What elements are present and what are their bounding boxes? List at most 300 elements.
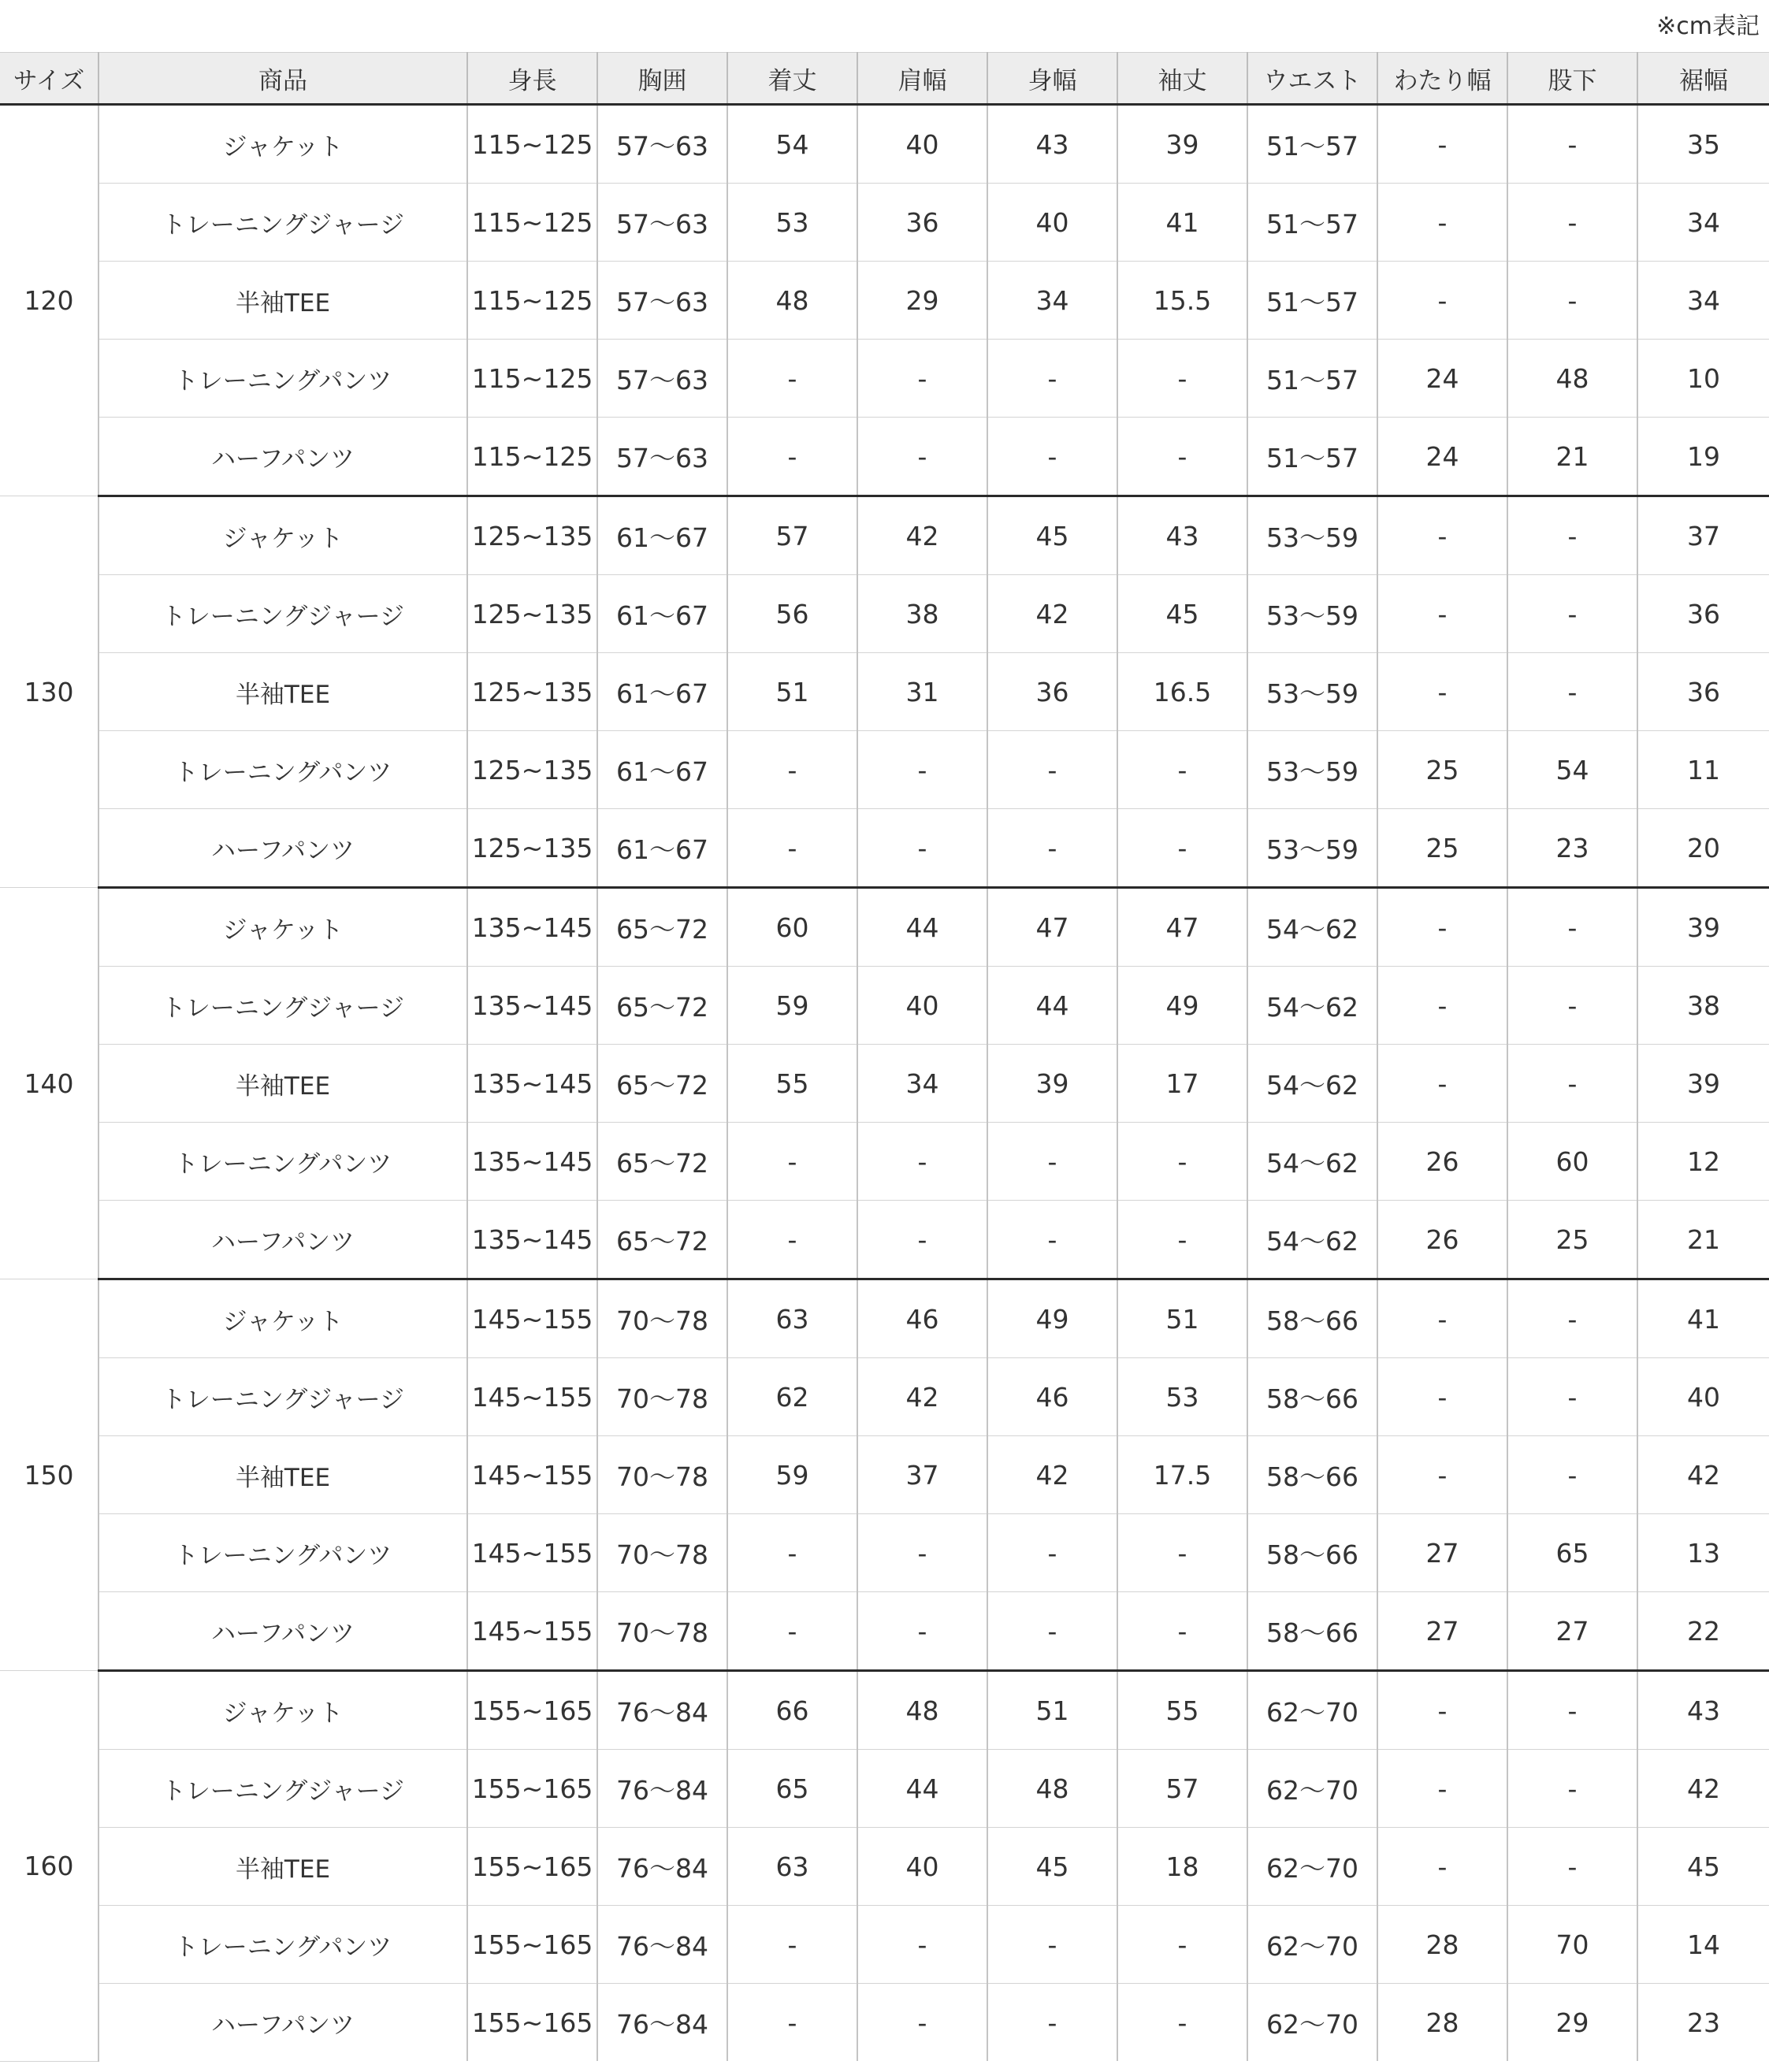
measurement-cell: - — [1117, 418, 1247, 496]
measurement-cell: 14 — [1637, 1906, 1769, 1984]
measurement-cell: 70～78 — [597, 1592, 727, 1671]
measurement-cell: 54 — [1507, 731, 1637, 809]
measurement-cell: 26 — [1377, 1123, 1507, 1201]
measurement-cell: 45 — [1637, 1828, 1769, 1906]
measurement-cell: 27 — [1377, 1514, 1507, 1592]
measurement-cell: 42 — [857, 496, 987, 575]
measurement-cell: 40 — [1637, 1358, 1769, 1436]
measurement-cell: 125~135 — [467, 731, 597, 809]
measurement-cell: 43 — [1117, 496, 1247, 575]
measurement-cell: - — [1507, 496, 1637, 575]
measurement-cell: 57 — [727, 496, 857, 575]
measurement-cell: 36 — [1637, 653, 1769, 731]
table-row — [0, 496, 1769, 575]
measurement-cell: 62～70 — [1247, 1828, 1377, 1906]
measurement-cell: - — [987, 1201, 1117, 1279]
measurement-cell: 57～63 — [597, 262, 727, 340]
measurement-cell: 42 — [1637, 1436, 1769, 1514]
measurement-cell: 41 — [1637, 1279, 1769, 1358]
header-sleeve: 袖丈 — [1117, 53, 1247, 105]
measurement-cell: 53 — [1117, 1358, 1247, 1436]
measurement-cell: 155~165 — [467, 1750, 597, 1828]
measurement-cell: 70～78 — [597, 1514, 727, 1592]
measurement-cell: - — [857, 809, 987, 888]
measurement-cell: - — [857, 731, 987, 809]
table-row — [0, 809, 1769, 888]
table-row — [0, 184, 1769, 262]
measurement-cell: 70～78 — [597, 1358, 727, 1436]
measurement-cell: - — [1507, 1279, 1637, 1358]
measurement-cell: 29 — [1507, 1984, 1637, 2062]
measurement-cell: 17 — [1117, 1045, 1247, 1123]
measurement-cell: 34 — [857, 1045, 987, 1123]
measurement-cell: 40 — [857, 967, 987, 1045]
measurement-cell: 57～63 — [597, 105, 727, 184]
measurement-cell: 115~125 — [467, 184, 597, 262]
measurement-cell: 47 — [1117, 888, 1247, 967]
table-row — [0, 653, 1769, 731]
measurement-cell: - — [1117, 1514, 1247, 1592]
product-cell: トレーニングジャージ — [98, 184, 467, 262]
measurement-cell: 39 — [987, 1045, 1117, 1123]
measurement-cell: 70～78 — [597, 1436, 727, 1514]
measurement-cell: 63 — [727, 1279, 857, 1358]
size-cell: 120 — [0, 105, 98, 496]
measurement-cell: 15.5 — [1117, 262, 1247, 340]
measurement-cell: 39 — [1637, 1045, 1769, 1123]
measurement-cell: 45 — [1117, 575, 1247, 653]
measurement-cell: 76～84 — [597, 1906, 727, 1984]
measurement-cell: 155~165 — [467, 1984, 597, 2062]
measurement-cell: 38 — [857, 575, 987, 653]
measurement-cell: 53～59 — [1247, 731, 1377, 809]
measurement-cell: - — [1117, 731, 1247, 809]
measurement-cell: - — [1117, 340, 1247, 418]
measurement-cell: - — [857, 1123, 987, 1201]
product-cell: ジャケット — [98, 496, 467, 575]
header-hem: 裾幅 — [1637, 53, 1769, 105]
header-height: 身長 — [467, 53, 597, 105]
header-row — [0, 53, 1769, 105]
measurement-cell: 115~125 — [467, 418, 597, 496]
measurement-cell: 46 — [857, 1279, 987, 1358]
measurement-cell: 53～59 — [1247, 575, 1377, 653]
measurement-cell: 48 — [857, 1671, 987, 1750]
measurement-cell: 34 — [987, 262, 1117, 340]
measurement-cell: 51 — [727, 653, 857, 731]
measurement-cell: 28 — [1377, 1984, 1507, 2062]
measurement-cell: 145~155 — [467, 1514, 597, 1592]
measurement-cell: 58～66 — [1247, 1436, 1377, 1514]
measurement-cell: 21 — [1637, 1201, 1769, 1279]
measurement-cell: 41 — [1117, 184, 1247, 262]
measurement-cell: 40 — [987, 184, 1117, 262]
measurement-cell: 135~145 — [467, 1201, 597, 1279]
measurement-cell: 25 — [1377, 809, 1507, 888]
measurement-cell: 115~125 — [467, 105, 597, 184]
measurement-cell: - — [727, 1514, 857, 1592]
table-row — [0, 1279, 1769, 1358]
measurement-cell: 42 — [987, 575, 1117, 653]
table-row — [0, 1201, 1769, 1279]
measurement-cell: 57 — [1117, 1750, 1247, 1828]
header-size: サイズ — [0, 53, 98, 105]
header-product: 商品 — [98, 53, 467, 105]
measurement-cell: 53 — [727, 184, 857, 262]
table-row — [0, 1358, 1769, 1436]
table-row — [0, 340, 1769, 418]
header-shoulder: 肩幅 — [857, 53, 987, 105]
measurement-cell: 61～67 — [597, 496, 727, 575]
measurement-cell: - — [987, 731, 1117, 809]
measurement-cell: - — [987, 809, 1117, 888]
measurement-cell: - — [857, 340, 987, 418]
measurement-cell: 145~155 — [467, 1592, 597, 1671]
measurement-cell: 54～62 — [1247, 888, 1377, 967]
table-row — [0, 575, 1769, 653]
product-cell: トレーニングジャージ — [98, 967, 467, 1045]
measurement-cell: - — [727, 809, 857, 888]
table-row — [0, 1750, 1769, 1828]
measurement-cell: 65 — [1507, 1514, 1637, 1592]
measurement-cell: 59 — [727, 1436, 857, 1514]
measurement-cell: 61～67 — [597, 809, 727, 888]
table-row — [0, 1906, 1769, 1984]
measurement-cell: 27 — [1507, 1592, 1637, 1671]
table-row — [0, 888, 1769, 967]
header-chest: 胸囲 — [597, 53, 727, 105]
measurement-cell: 135~145 — [467, 1045, 597, 1123]
measurement-cell: - — [987, 340, 1117, 418]
measurement-cell: 36 — [987, 653, 1117, 731]
measurement-cell: 58～66 — [1247, 1279, 1377, 1358]
measurement-cell: - — [1377, 1045, 1507, 1123]
measurement-cell: - — [1117, 1123, 1247, 1201]
measurement-cell: - — [1377, 1828, 1507, 1906]
measurement-cell: - — [727, 1906, 857, 1984]
measurement-cell: 27 — [1377, 1592, 1507, 1671]
measurement-cell: 155~165 — [467, 1906, 597, 1984]
size-cell: 140 — [0, 888, 98, 1279]
measurement-cell: - — [1507, 1828, 1637, 1906]
measurement-cell: 43 — [1637, 1671, 1769, 1750]
measurement-cell: - — [987, 1906, 1117, 1984]
measurement-cell: 76～84 — [597, 1984, 727, 2062]
measurement-cell: - — [857, 1984, 987, 2062]
measurement-cell: 135~145 — [467, 967, 597, 1045]
measurement-cell: 29 — [857, 262, 987, 340]
product-cell: トレーニングパンツ — [98, 1514, 467, 1592]
measurement-cell: 62～70 — [1247, 1984, 1377, 2062]
product-cell: 半袖TEE — [98, 1828, 467, 1906]
measurement-cell: 23 — [1507, 809, 1637, 888]
measurement-cell: 20 — [1637, 809, 1769, 888]
measurement-cell: 42 — [1637, 1750, 1769, 1828]
measurement-cell: 55 — [1117, 1671, 1247, 1750]
measurement-cell: 76～84 — [597, 1828, 727, 1906]
measurement-cell: - — [1117, 809, 1247, 888]
measurement-cell: 44 — [857, 1750, 987, 1828]
measurement-cell: - — [1377, 184, 1507, 262]
product-cell: 半袖TEE — [98, 262, 467, 340]
measurement-cell: - — [987, 1123, 1117, 1201]
measurement-cell: 39 — [1637, 888, 1769, 967]
measurement-cell: 70～78 — [597, 1279, 727, 1358]
product-cell: ハーフパンツ — [98, 1984, 467, 2062]
measurement-cell: - — [1117, 1592, 1247, 1671]
measurement-cell: 115~125 — [467, 262, 597, 340]
product-cell: トレーニングパンツ — [98, 1906, 467, 1984]
measurement-cell: 34 — [1637, 262, 1769, 340]
measurement-cell: 54～62 — [1247, 1045, 1377, 1123]
measurement-cell: 62～70 — [1247, 1750, 1377, 1828]
measurement-cell: 36 — [857, 184, 987, 262]
measurement-cell: - — [1377, 575, 1507, 653]
measurement-cell: 53～59 — [1247, 496, 1377, 575]
measurement-cell: 76～84 — [597, 1750, 727, 1828]
measurement-cell: - — [727, 731, 857, 809]
measurement-cell: 51～57 — [1247, 105, 1377, 184]
measurement-cell: 46 — [987, 1358, 1117, 1436]
table-row — [0, 1828, 1769, 1906]
measurement-cell: 58～66 — [1247, 1358, 1377, 1436]
measurement-cell: - — [1117, 1906, 1247, 1984]
measurement-cell: 11 — [1637, 731, 1769, 809]
measurement-cell: 22 — [1637, 1592, 1769, 1671]
measurement-cell: 51～57 — [1247, 340, 1377, 418]
measurement-cell: 51～57 — [1247, 184, 1377, 262]
measurement-cell: 70 — [1507, 1906, 1637, 1984]
measurement-cell: 65 — [727, 1750, 857, 1828]
measurement-cell: 45 — [987, 496, 1117, 575]
product-cell: ハーフパンツ — [98, 418, 467, 496]
measurement-cell: - — [1507, 1436, 1637, 1514]
measurement-cell: - — [1377, 967, 1507, 1045]
measurement-cell: - — [1507, 1671, 1637, 1750]
measurement-cell: - — [1507, 1750, 1637, 1828]
product-cell: トレーニングジャージ — [98, 1750, 467, 1828]
measurement-cell: - — [1377, 262, 1507, 340]
product-cell: 半袖TEE — [98, 1436, 467, 1514]
measurement-cell: 66 — [727, 1671, 857, 1750]
measurement-cell: 45 — [987, 1828, 1117, 1906]
measurement-cell: - — [987, 1592, 1117, 1671]
measurement-cell: - — [1507, 888, 1637, 967]
measurement-cell: 60 — [727, 888, 857, 967]
product-cell: ハーフパンツ — [98, 1592, 467, 1671]
header-length: 着丈 — [727, 53, 857, 105]
measurement-cell: 44 — [857, 888, 987, 967]
measurement-cell: 13 — [1637, 1514, 1769, 1592]
measurement-cell: 155~165 — [467, 1671, 597, 1750]
product-cell: ジャケット — [98, 1671, 467, 1750]
product-cell: ハーフパンツ — [98, 1201, 467, 1279]
measurement-cell: - — [1507, 1045, 1637, 1123]
measurement-cell: - — [1377, 1358, 1507, 1436]
measurement-cell: 135~145 — [467, 888, 597, 967]
measurement-cell: 54～62 — [1247, 967, 1377, 1045]
measurement-cell: 145~155 — [467, 1358, 597, 1436]
measurement-cell: 145~155 — [467, 1436, 597, 1514]
measurement-cell: 51～57 — [1247, 262, 1377, 340]
measurement-cell: 51 — [1117, 1279, 1247, 1358]
product-cell: ジャケット — [98, 888, 467, 967]
measurement-cell: 55 — [727, 1045, 857, 1123]
table-row — [0, 731, 1769, 809]
measurement-cell: - — [1377, 1279, 1507, 1358]
measurement-cell: 53～59 — [1247, 809, 1377, 888]
measurement-cell: 61～67 — [597, 731, 727, 809]
measurement-cell: - — [1377, 1671, 1507, 1750]
measurement-cell: - — [727, 1123, 857, 1201]
product-cell: 半袖TEE — [98, 1045, 467, 1123]
unit-note: ※cm表記 — [1656, 13, 1760, 40]
measurement-cell: 35 — [1637, 105, 1769, 184]
measurement-cell: 135~145 — [467, 1123, 597, 1201]
measurement-cell: 49 — [987, 1279, 1117, 1358]
measurement-cell: 47 — [987, 888, 1117, 967]
product-cell: トレーニングジャージ — [98, 575, 467, 653]
measurement-cell: - — [727, 340, 857, 418]
measurement-cell: - — [987, 1984, 1117, 2062]
measurement-cell: - — [1377, 105, 1507, 184]
header-inseam: 股下 — [1507, 53, 1637, 105]
table-row — [0, 1436, 1769, 1514]
table-row — [0, 1514, 1769, 1592]
measurement-cell: 65～72 — [597, 1201, 727, 1279]
measurement-cell: - — [727, 1984, 857, 2062]
measurement-cell: 51 — [987, 1671, 1117, 1750]
measurement-cell: 48 — [987, 1750, 1117, 1828]
measurement-cell: 62 — [727, 1358, 857, 1436]
table-row — [0, 1045, 1769, 1123]
measurement-cell: 40 — [857, 105, 987, 184]
measurement-cell: 60 — [1507, 1123, 1637, 1201]
size-chart-table — [0, 52, 1769, 2062]
measurement-cell: 57～63 — [597, 184, 727, 262]
table-row — [0, 1592, 1769, 1671]
measurement-cell: - — [1377, 1436, 1507, 1514]
measurement-cell: 40 — [857, 1828, 987, 1906]
measurement-cell: - — [987, 418, 1117, 496]
measurement-cell: 42 — [987, 1436, 1117, 1514]
measurement-cell: - — [727, 1201, 857, 1279]
measurement-cell: 54～62 — [1247, 1201, 1377, 1279]
measurement-cell: - — [1377, 1750, 1507, 1828]
measurement-cell: 53～59 — [1247, 653, 1377, 731]
measurement-cell: 31 — [857, 653, 987, 731]
measurement-cell: - — [857, 1514, 987, 1592]
header-thigh: わたり幅 — [1377, 53, 1507, 105]
measurement-cell: 61～67 — [597, 575, 727, 653]
measurement-cell: 59 — [727, 967, 857, 1045]
measurement-cell: 65～72 — [597, 1123, 727, 1201]
measurement-cell: 17.5 — [1117, 1436, 1247, 1514]
measurement-cell: 155~165 — [467, 1828, 597, 1906]
table-row — [0, 1671, 1769, 1750]
measurement-cell: 145~155 — [467, 1279, 597, 1358]
measurement-cell: 65～72 — [597, 1045, 727, 1123]
measurement-cell: 25 — [1377, 731, 1507, 809]
header-body-width: 身幅 — [987, 53, 1117, 105]
table-row — [0, 262, 1769, 340]
table-row — [0, 1123, 1769, 1201]
product-cell: ハーフパンツ — [98, 809, 467, 888]
measurement-cell: - — [727, 1592, 857, 1671]
measurement-cell: 12 — [1637, 1123, 1769, 1201]
measurement-cell: 65～72 — [597, 967, 727, 1045]
measurement-cell: 125~135 — [467, 575, 597, 653]
measurement-cell: - — [1377, 653, 1507, 731]
measurement-cell: - — [857, 1201, 987, 1279]
measurement-cell: 43 — [987, 105, 1117, 184]
measurement-cell: 63 — [727, 1828, 857, 1906]
measurement-cell: - — [1507, 262, 1637, 340]
measurement-cell: 54 — [727, 105, 857, 184]
measurement-cell: - — [727, 418, 857, 496]
measurement-cell: 48 — [727, 262, 857, 340]
measurement-cell: 58～66 — [1247, 1514, 1377, 1592]
measurement-cell: 58～66 — [1247, 1592, 1377, 1671]
measurement-cell: 125~135 — [467, 496, 597, 575]
size-cell: 130 — [0, 496, 98, 888]
measurement-cell: 24 — [1377, 340, 1507, 418]
measurement-cell: - — [1377, 496, 1507, 575]
table-row — [0, 967, 1769, 1045]
table-row — [0, 1984, 1769, 2062]
measurement-cell: 49 — [1117, 967, 1247, 1045]
measurement-cell: 37 — [857, 1436, 987, 1514]
measurement-cell: - — [1507, 105, 1637, 184]
measurement-cell: 44 — [987, 967, 1117, 1045]
measurement-cell: 25 — [1507, 1201, 1637, 1279]
measurement-cell: 51～57 — [1247, 418, 1377, 496]
measurement-cell: 76～84 — [597, 1671, 727, 1750]
measurement-cell: - — [1507, 184, 1637, 262]
measurement-cell: - — [857, 1592, 987, 1671]
measurement-cell: 36 — [1637, 575, 1769, 653]
measurement-cell: 19 — [1637, 418, 1769, 496]
measurement-cell: 39 — [1117, 105, 1247, 184]
measurement-cell: - — [1117, 1984, 1247, 2062]
measurement-cell: 61～67 — [597, 653, 727, 731]
measurement-cell: 42 — [857, 1358, 987, 1436]
table-row — [0, 105, 1769, 184]
product-cell: トレーニングパンツ — [98, 1123, 467, 1201]
measurement-cell: - — [1117, 1201, 1247, 1279]
product-cell: トレーニングパンツ — [98, 340, 467, 418]
measurement-cell: 125~135 — [467, 653, 597, 731]
measurement-cell: - — [857, 1906, 987, 1984]
measurement-cell: 57～63 — [597, 340, 727, 418]
product-cell: トレーニングパンツ — [98, 731, 467, 809]
measurement-cell: 57～63 — [597, 418, 727, 496]
measurement-cell: - — [1377, 888, 1507, 967]
measurement-cell: - — [987, 1514, 1117, 1592]
measurement-cell: 125~135 — [467, 809, 597, 888]
measurement-cell: - — [857, 418, 987, 496]
header-waist: ウエスト — [1247, 53, 1377, 105]
size-cell: 160 — [0, 1671, 98, 2062]
measurement-cell: 28 — [1377, 1906, 1507, 1984]
measurement-cell: 16.5 — [1117, 653, 1247, 731]
measurement-cell: 62～70 — [1247, 1906, 1377, 1984]
measurement-cell: 65～72 — [597, 888, 727, 967]
measurement-cell: 24 — [1377, 418, 1507, 496]
measurement-cell: 23 — [1637, 1984, 1769, 2062]
product-cell: ジャケット — [98, 105, 467, 184]
measurement-cell: 62～70 — [1247, 1671, 1377, 1750]
